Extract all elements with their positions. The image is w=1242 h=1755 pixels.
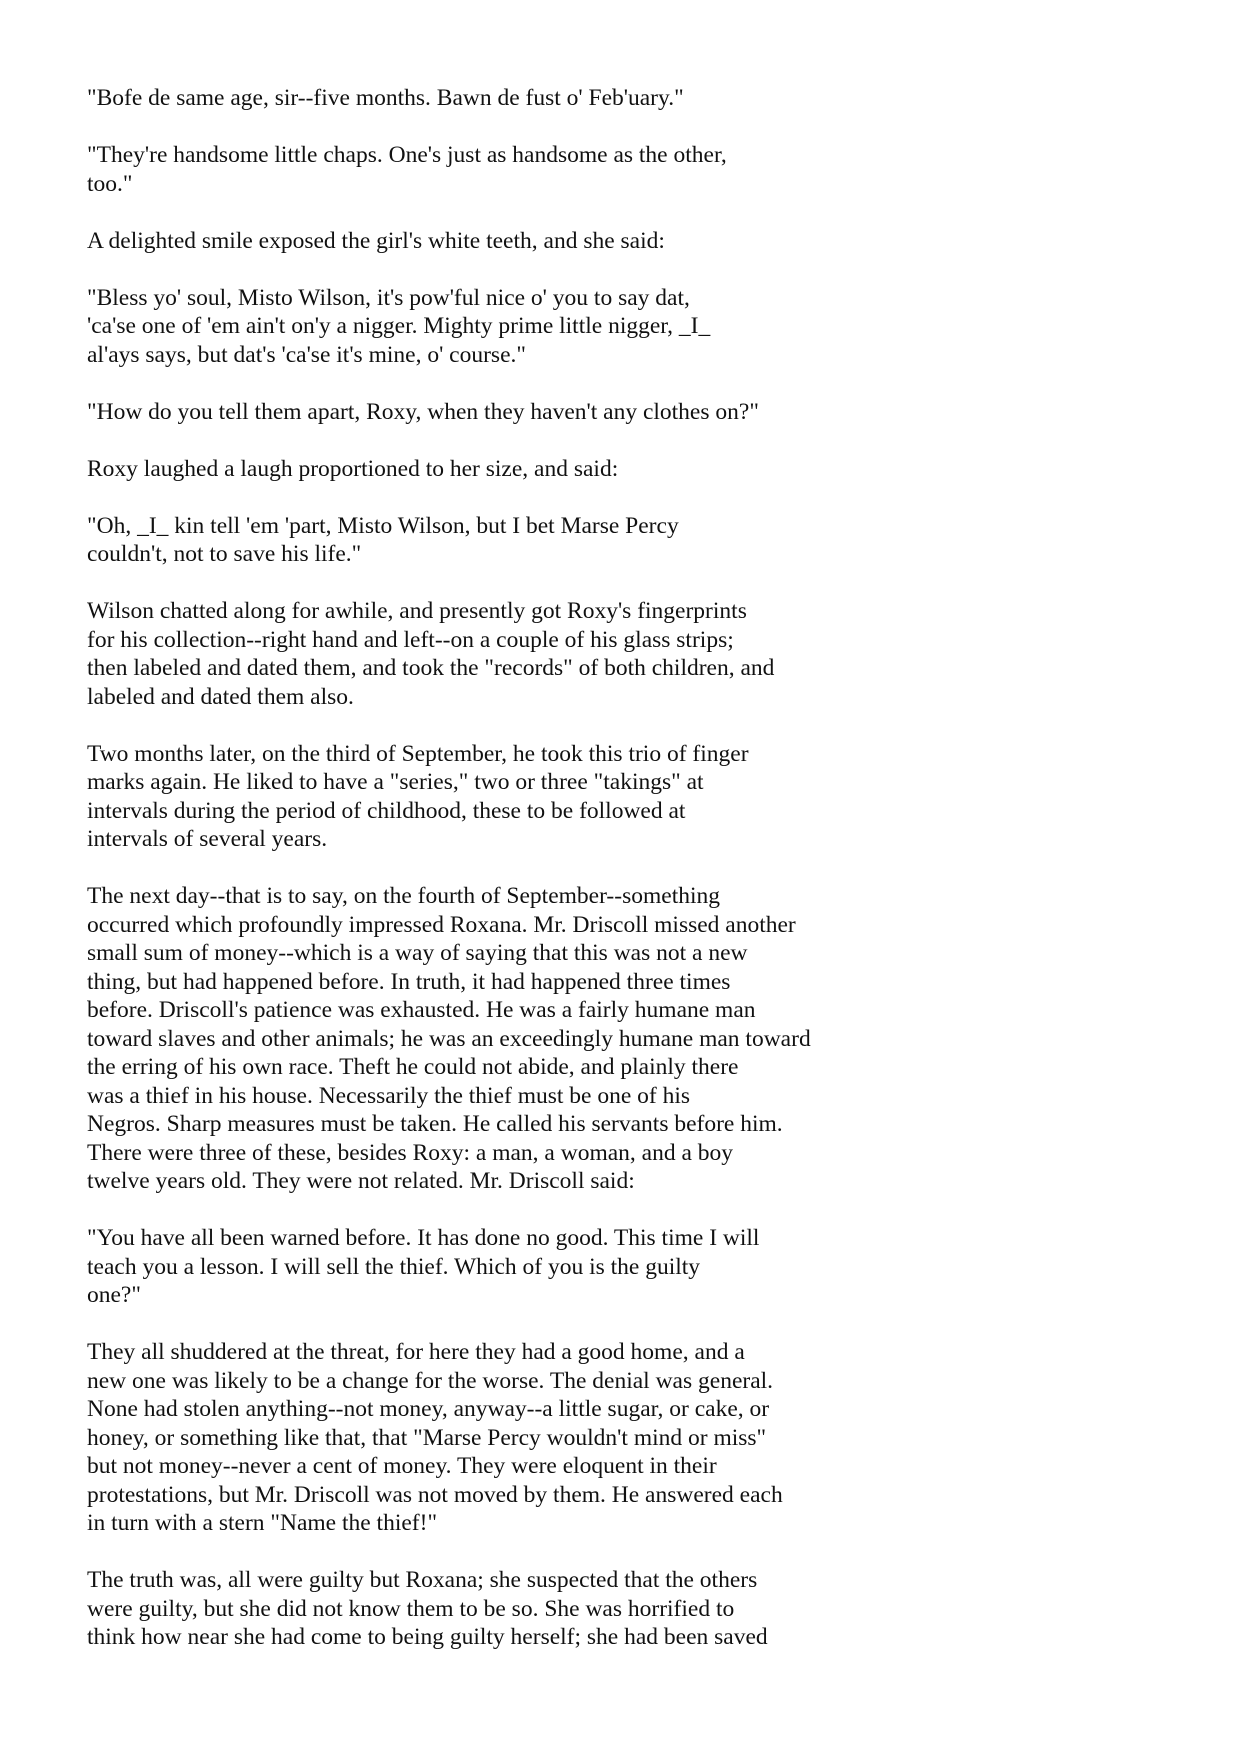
- text-line: 'ca'se one of 'em ain't on'y a nigger. Mighty prime little nigger, _I_: [87, 313, 711, 339]
- text-line: teach you a lesson. I will sell the thief. Which of you is the guilty: [87, 1253, 701, 1280]
- text-line: Roxy laughed a laugh proportioned to her size, and said:: [87, 455, 619, 482]
- text-line: toward slaves and other animals; he was an exceedingly humane man toward: [87, 1025, 811, 1052]
- text-line: intervals of several years.: [87, 826, 328, 852]
- text-line: "Bless yo' soul, Misto Wilson, it's pow'ful nice o' you to say dat,: [87, 284, 690, 311]
- paragraph: [87, 284, 1187, 370]
- text-line: "Oh, _I_ kin tell 'em 'part, Misto Wilson, but I bet Marse Percy: [87, 512, 679, 539]
- text-line: intervals during the period of childhood, these to be followed at: [87, 797, 686, 824]
- document-page: [87, 84, 1187, 1680]
- text-line: thing, but had happened before. In truth, it had happened three times: [87, 968, 731, 995]
- text-line: "You have all been warned before. It has done no good. This time I will: [87, 1225, 760, 1251]
- text-line: in turn with a stern "Name the thief!": [87, 1510, 438, 1536]
- text-line: Two months later, on the third of September, he took this trio of finger: [87, 740, 749, 767]
- text-line: one?": [87, 1282, 141, 1308]
- paragraph: [87, 597, 1187, 711]
- text-line: honey, or something like that, that "Marse Percy wouldn't mind or miss": [87, 1424, 767, 1451]
- text-line: They all shuddered at the threat, for here they had a good home, and a: [87, 1339, 745, 1365]
- text-line: couldn't, not to save his life.": [87, 541, 362, 567]
- paragraph: [87, 1338, 1187, 1538]
- paragraph: [87, 84, 1187, 113]
- text-line: protestations, but Mr. Driscoll was not moved by them. He answered each: [87, 1481, 783, 1508]
- text-line: think how near she had come to being guilty herself; she had been saved: [87, 1624, 768, 1650]
- text-line: were guilty, but she did not know them to be so. She was horrified to: [87, 1595, 735, 1622]
- paragraph: [87, 398, 1187, 427]
- text-line: A delighted smile exposed the girl's white teeth, and she said:: [87, 227, 665, 254]
- paragraph: [87, 227, 1187, 256]
- text-line: The next day--that is to say, on the fourth of September--something: [87, 883, 720, 909]
- text-line: was a thief in his house. Necessarily the thief must be one of his: [87, 1082, 691, 1109]
- text-line: There were three of these, besides Roxy: a man, a woman, and a boy: [87, 1139, 734, 1166]
- text-line: twelve years old. They were not related. Mr. Driscoll said:: [87, 1168, 635, 1194]
- text-line: for his collection--right hand and left--on a couple of his glass strips;: [87, 626, 734, 653]
- paragraph: [87, 740, 1187, 854]
- text-line: before. Driscoll's patience was exhausted. He was a fairly humane man: [87, 997, 756, 1023]
- text-line: labeled and dated them also.: [87, 683, 354, 710]
- text-line: marks again. He liked to have a "series," two or three "takings" at: [87, 769, 704, 795]
- paragraph: [87, 141, 1187, 198]
- text-line: then labeled and dated them, and took the "records" of both children, and: [87, 655, 775, 681]
- text-line: the erring of his own race. Theft he could not abide, and plainly there: [87, 1054, 739, 1080]
- paragraph: [87, 1224, 1187, 1310]
- text-line: Wilson chatted along for awhile, and presently got Roxy's fingerprints: [87, 598, 747, 624]
- text-line: "Bofe de same age, sir--five months. Bawn de fust o' Feb'uary.": [87, 85, 684, 111]
- text-line: too.": [87, 170, 133, 197]
- text-line: occurred which profoundly impressed Roxana. Mr. Driscoll missed another: [87, 911, 796, 938]
- paragraph: [87, 1566, 1187, 1652]
- text-line: but not money--never a cent of money. They were eloquent in their: [87, 1453, 717, 1479]
- text-line: "How do you tell them apart, Roxy, when they haven't any clothes on?": [87, 398, 759, 425]
- text-line: None had stolen anything--not money, anyway--a little sugar, or cake, or: [87, 1396, 770, 1422]
- text-line: new one was likely to be a change for the worse. The denial was general.: [87, 1367, 774, 1394]
- text-line: The truth was, all were guilty but Roxana; she suspected that the others: [87, 1567, 758, 1593]
- text-line: Negros. Sharp measures must be taken. He called his servants before him.: [87, 1111, 783, 1137]
- paragraph: [87, 512, 1187, 569]
- text-line: small sum of money--which is a way of saying that this was not a new: [87, 940, 748, 966]
- paragraph: [87, 882, 1187, 1196]
- paragraph: [87, 455, 1187, 484]
- text-line: "They're handsome little chaps. One's just as handsome as the other,: [87, 142, 727, 168]
- text-line: al'ays says, but dat's 'ca'se it's mine, o' course.": [87, 341, 526, 368]
